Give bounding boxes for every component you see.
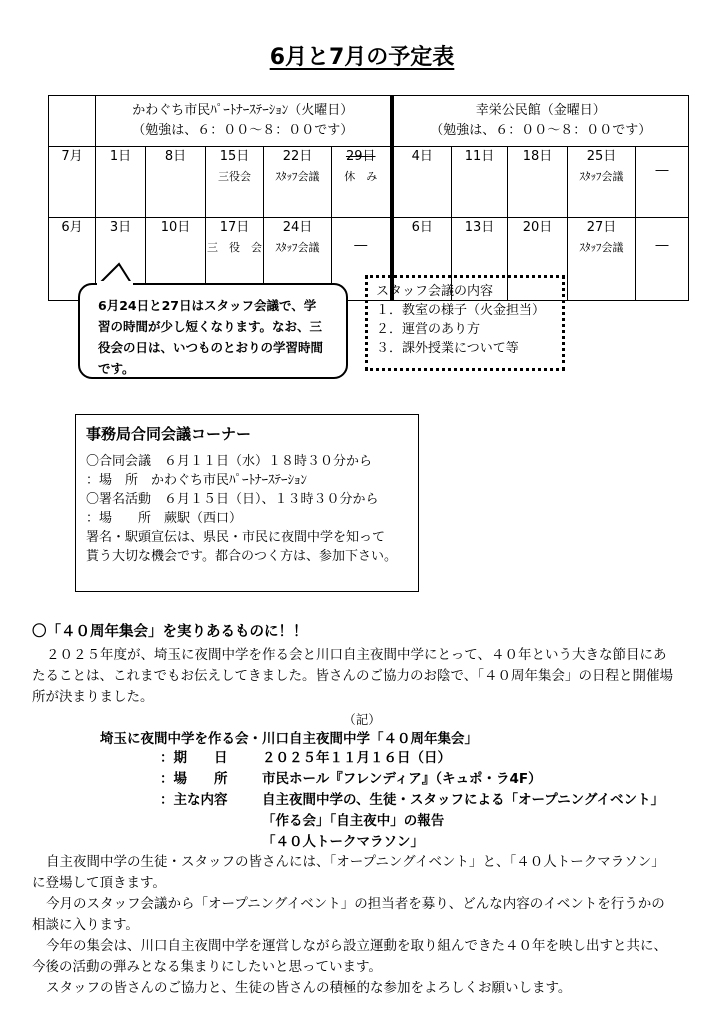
schedule-table — [48, 95, 689, 301]
dash-text: ― — [655, 238, 669, 253]
kouei-hours: （勉強は、６：００～８：００です） — [430, 123, 652, 138]
secretariat-corner-box — [75, 414, 419, 592]
notice-bubble — [78, 283, 348, 379]
date-text: 22日 — [282, 149, 313, 164]
month-cell: 6月 — [49, 218, 96, 301]
anniversary-heading: 〇「４０周年集会」を実りあるものに！！ — [32, 624, 308, 640]
bubble-line: です。 — [98, 361, 135, 376]
place-label: ：場 所 — [160, 771, 228, 787]
content-value: 「作る会」「自主夜中」の報告 — [262, 813, 445, 829]
kawaguchi-hours: （勉強は、６：００～８：００です） — [132, 123, 354, 138]
date-text: 11日 — [464, 149, 495, 164]
date-text: 3日 — [109, 220, 132, 235]
date-text: 10日 — [160, 220, 191, 235]
kouei-header — [392, 96, 689, 147]
date-cell — [568, 147, 636, 218]
page-title: 6月と7月の予定表 — [269, 45, 455, 70]
content-value: 自主夜間中学の、生徒・スタッフによる「オープニングイベント」 — [262, 792, 665, 808]
dash-text: ― — [655, 163, 669, 178]
body-line: に登場して頂きます。 — [32, 875, 166, 891]
place-value: 市民ホール『フレンディア』（キュポ・ラ4F） — [262, 771, 542, 787]
staff-meeting-item: ２．運営のあり方 — [376, 322, 481, 337]
date-note: ｽﾀｯﾌ会議 — [275, 241, 320, 254]
corner-line: 貰う大切な機会です。都合のつく方は、参加下さい。 — [86, 549, 397, 564]
body-line: 今月のスタッフ会議から「オープニングイベント」の担当者を募り、どんな内容のイベントを行うかの — [46, 896, 665, 912]
corner-line: ：場 所 かわぐち市民ﾊﾟｰﾄﾅｰｽﾃｰｼｮﾝ — [86, 473, 308, 488]
body-line: 今年の集会は、川口自主夜間中学を運営しながら設立運動を取り組んできた４０年を映し出すと共に、 — [46, 938, 667, 954]
body-line: スタッフの皆さんのご協力と、生徒の皆さんの積極的な参加をよろしくお願いします。 — [46, 980, 572, 996]
date-label: ：期 日 — [160, 750, 228, 766]
date-note: 三 役 会 — [207, 241, 262, 254]
date-text: 20日 — [522, 220, 553, 235]
intro-line: ２０２５年度が、埼玉に夜間中学を作る会と川口自主夜間中学にとって、４０年という大きな節目にあ — [46, 647, 667, 663]
date-text-cancelled: 29日 — [345, 149, 376, 164]
event-title: 埼玉に夜間中学を作る会・川口自主夜間中学「４０周年集会」 — [100, 731, 478, 747]
bubble-line: 習の時間が少し短くなります。なお、三 — [98, 319, 323, 334]
body-line: 自主夜間中学の生徒・スタッフの皆さんには、「オープニングイベント」と、「４０人トークマラソン」 — [46, 854, 665, 870]
date-cell — [206, 147, 264, 218]
corner-line: 〇合同会議 ６月１１日（水）１８時３０分から — [86, 454, 373, 469]
date-note: ｽﾀｯﾌ会議 — [579, 241, 624, 254]
anniversary-body — [32, 852, 702, 999]
date-note: ｽﾀｯﾌ会議 — [579, 170, 624, 183]
staff-meeting-title: スタッフ会議の内容 — [376, 284, 494, 299]
date-cell — [392, 147, 452, 218]
dash-text: ― — [354, 238, 368, 253]
date-cell — [636, 218, 689, 301]
date-cell — [96, 147, 146, 218]
date-cell — [332, 147, 392, 218]
intro-line: 所が決まりました。 — [32, 689, 154, 705]
date-text: 27日 — [586, 220, 617, 235]
date-note: 休 み — [344, 170, 378, 183]
bubble-line: 6月24日と27日はスタッフ会議で、学 — [98, 298, 317, 313]
date-text: 15日 — [219, 149, 250, 164]
date-text: 25日 — [586, 149, 617, 164]
kawaguchi-header — [96, 96, 392, 147]
body-line: 相談に入ります。 — [32, 917, 139, 933]
corner-line: ：場 所 蕨駅（西口） — [86, 511, 243, 526]
content-value: 「４０人トークマラソン」 — [262, 834, 424, 850]
kouei-name: 幸栄公民館（金曜日） — [475, 103, 606, 118]
date-text: 18日 — [522, 149, 553, 164]
month-cell: 7月 — [49, 147, 96, 218]
content-label: ：主な内容 — [160, 792, 228, 808]
body-line: 今後の活動の弾みとなる集まりにしたいと思っています。 — [32, 959, 382, 975]
date-text: 8日 — [164, 149, 187, 164]
date-cell — [146, 147, 206, 218]
date-text: 24日 — [282, 220, 313, 235]
corner-line: 〇署名活動 ６月１５日（日）、１３時３０分から — [86, 492, 379, 507]
date-text: 1日 — [109, 149, 132, 164]
date-cell — [264, 147, 332, 218]
date-text: 13日 — [464, 220, 495, 235]
date-text: 17日 — [219, 220, 250, 235]
ki-note: （記） — [343, 712, 381, 727]
kawaguchi-name: かわぐち市民ﾊﾟｰﾄﾅｰｽﾃｰｼｮﾝ（火曜日） — [132, 103, 354, 118]
corner-cell — [49, 96, 96, 147]
corner-line: 署名・駅頭宣伝は、県民・市民に夜間中学を知って — [86, 530, 386, 545]
date-value: ２０２５年１１月１６日（日） — [262, 750, 451, 766]
anniversary-intro — [32, 645, 702, 708]
date-cell — [508, 147, 568, 218]
staff-meeting-item: ３．課外授業について等 — [376, 341, 519, 356]
date-note: ｽﾀｯﾌ会議 — [275, 170, 320, 183]
staff-meeting-item: １．教室の様子（火金担当） — [376, 303, 546, 318]
date-note: 三役会 — [218, 170, 251, 183]
bubble-line: 役会の日は、いつものとおりの学習時間 — [98, 340, 324, 355]
corner-title: 事務局合同会議コーナー — [86, 425, 252, 443]
staff-meeting-box — [365, 275, 565, 371]
date-text: 6日 — [411, 220, 433, 235]
date-text: 4日 — [411, 149, 433, 164]
date-cell — [568, 218, 636, 301]
intro-line: たることは、これまでもお伝えしてきました。皆さんのご協力のお陰で、「４０周年集会」の日程と開催場 — [32, 668, 673, 684]
date-cell — [452, 147, 508, 218]
schedule-row-july — [49, 147, 689, 218]
date-cell — [636, 147, 689, 218]
bubble-tail-mask — [97, 281, 133, 287]
